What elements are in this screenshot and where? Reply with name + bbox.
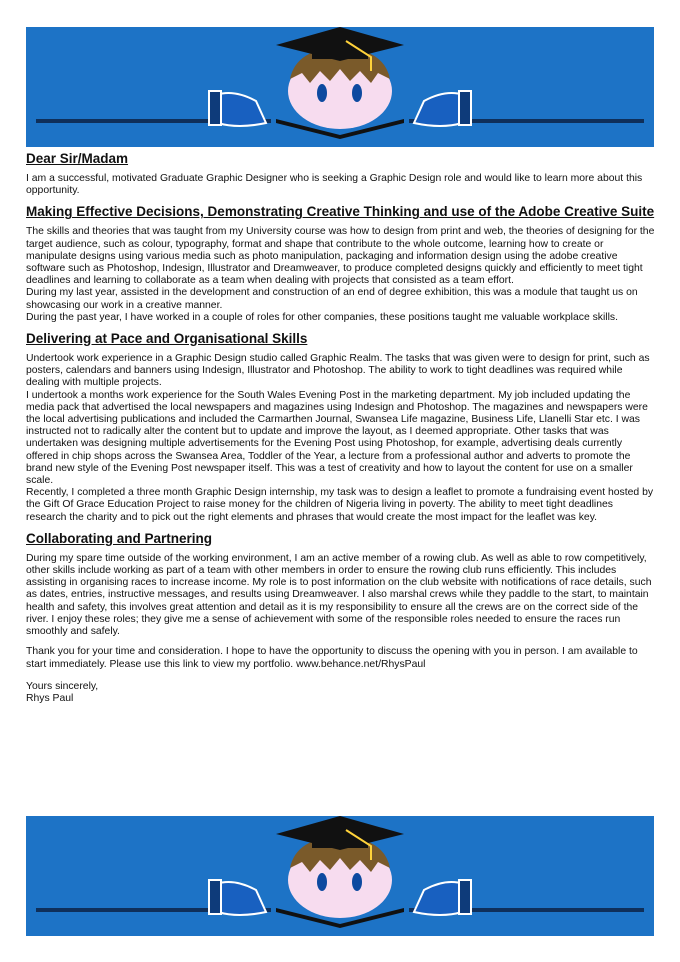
signature: Rhys Paul: [26, 692, 74, 704]
section-heading-creative: Making Effective Decisions, Demonstrating Creative Thinking and use of the Adobe Creative Suite: [26, 204, 655, 220]
header-banner: [26, 27, 654, 147]
paragraph: During the past year, I have worked in a couple of roles for other companies, these positions taught me valuable workplace skills.: [26, 311, 619, 323]
graduate-mascot-illustration: [26, 816, 654, 936]
paragraph: The skills and theories that was taught from my University course was how to design from print and web, the theories of designing for the target audience, such as colour, typography, format and shape that contribute to the whole outcome, learning how to create or manipulate designs using various media such as photo manipulation, packaging and information design using the adobe creative software such as Photoshop, Indesign, Illustrator and Dreamweaver, to produce completed designs quickly and efficiently to meet tight deadlines and learning to collaborate as a team when dealing with projects that consisted as a team effort.: [26, 226, 655, 287]
section-heading-collaborating: Collaborating and Partnering: [26, 530, 213, 546]
paragraph: Recently, I completed a three month Graphic Design internship, my task was to design a leaflet to promote a fundraising event hosted by the Gift Of Grace Education Project to raise money for the children of Nigeria living in poverty. The ability to meet tight deadlines research the charity and to pick out the right elements and phrases that would create the most impact for the leaflet was key.: [26, 487, 654, 523]
left-oar-icon: [36, 880, 271, 915]
left-oar-icon: [36, 91, 271, 126]
graduate-mascot-illustration: [26, 27, 654, 147]
paragraph: During my spare time outside of the working environment, I am an active member of a rowing club. As well as able to row competitively, other skills include working as part of a team with other members in order to ensure the rowing club runs efficiently. This includes assisting in organising races to increase income. My role is to post information on the club website with notifications of race details, such as dates, entries, instructive messages, and results using Dreamweaver. I also marshal crews while they paddle to the start, to maintain health and safety, this involves great attention and detail as it is my responsibility to ensure all the crews are on the correct side of the river. I enjoy these roles; they give me a sense of achievement with some of the responsible roles needed to ensure the races run smoothly and safely.: [26, 552, 652, 638]
paragraph: I undertook a months work experience for the South Wales Evening Post in the marketing department. My job included updating the media pack that advertised the local newspapers and magazines using Indesign and Photoshop. The magazines and newspapers were the local advertising publications and included the Carmarthen Journal, Swansea Life magazine, Business Life, Llanelli Star etc. I was instructed not to radically alter the content but to update and improve the layout, as I deemed appropriate. Other tasks that was undertaken was designing multiple advertisements for the Evening Post using Photoshop, for example, advertising deals currently offered in chip shops across the Swansea Area, Toddler of the Year, a lecture from a professional author and adverts to promote the brand new style of the Evening Post newspaper itself. This was a test of creativity and how to layout the content for use on a smaller scale.: [26, 389, 648, 487]
intro-paragraph: I am a successful, motivated Graduate Graphic Designer who is seeking a Graphic Design role and would like to learn more about this opportunity.: [26, 173, 643, 197]
sign-off: Yours sincerely,: [26, 680, 99, 692]
cover-letter: [26, 150, 656, 705]
paragraph: During my last year, assisted in the development and construction of an end of degree exhibition, this was a module that taught us on showcasing our work in a creative manner.: [26, 287, 638, 311]
closing-paragraph: Thank you for your time and consideration. I hope to have the opportunity to discuss the opening with you in person. I am available to start immediately. Please use this link to view my portfolio. www.behance.net/RhysPaul: [26, 646, 638, 670]
section-heading-delivering: Delivering at Pace and Organisational Skills: [26, 331, 308, 347]
footer-banner: [26, 816, 654, 936]
right-oar-icon: [409, 880, 644, 915]
greeting: Dear Sir/Madam: [26, 151, 129, 166]
paragraph: Undertook work experience in a Graphic Design studio called Graphic Realm. The tasks that was given were to design for print, such as posters, calendars and banners using Indesign, Illustrator and Photoshop. The ability to work to tight deadlines was required while dealing with multiple projects.: [26, 353, 650, 389]
right-oar-icon: [409, 91, 644, 126]
